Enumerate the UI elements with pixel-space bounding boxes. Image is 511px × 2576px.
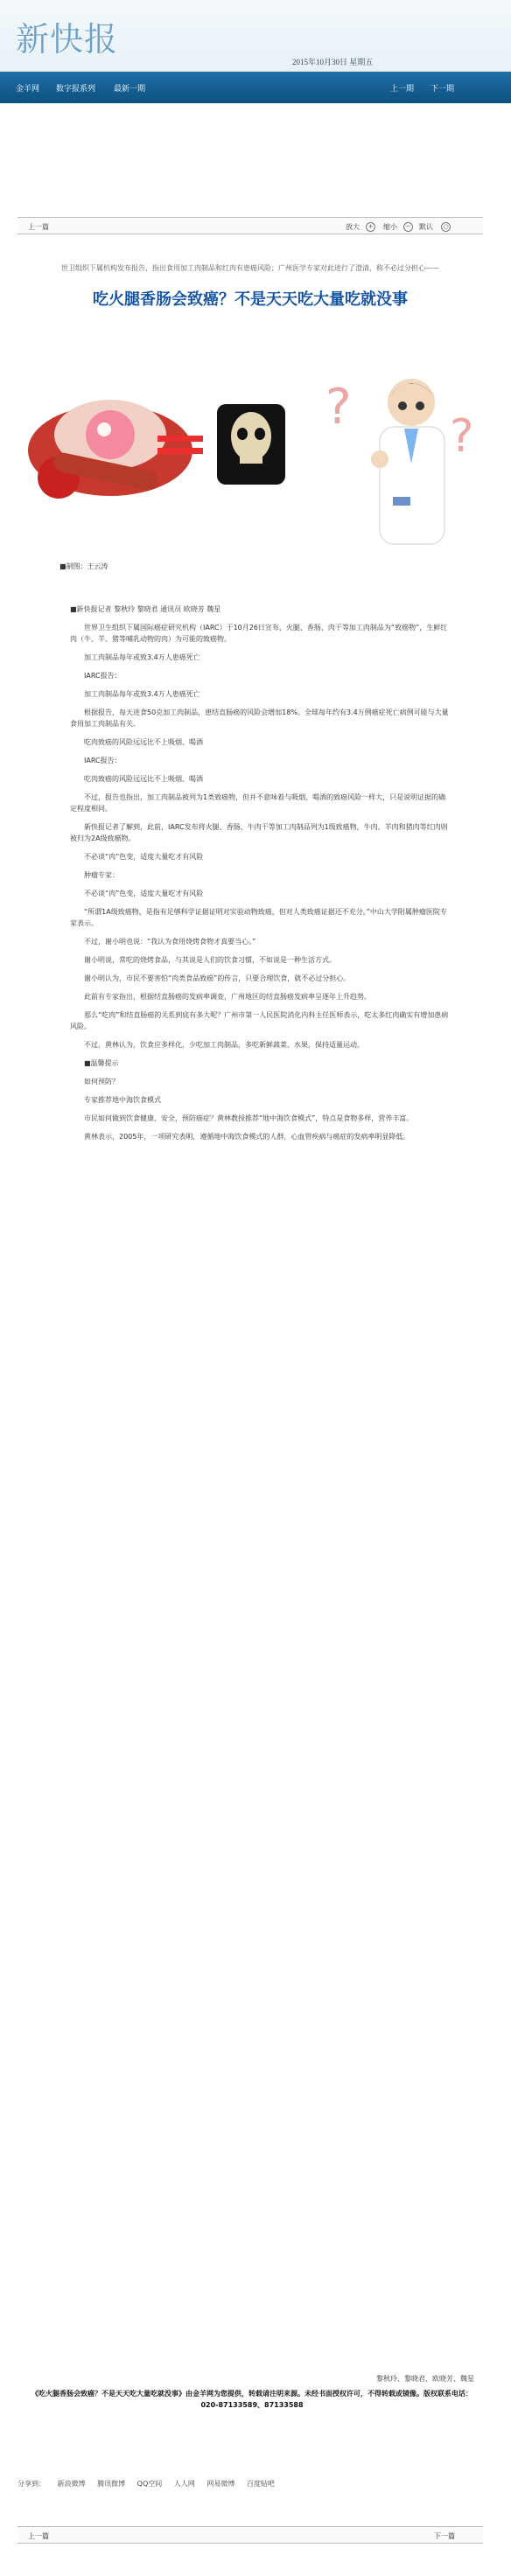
paragraph: “所谓1A级致癌物，是指有足够科学证据证明对实验动物致癌，但对人类致癌证据还不充分。”中山大学附属肿瘤医院专家表示。 xyxy=(70,908,447,927)
paragraph: 肿瘤专家： xyxy=(84,871,119,879)
share-qzone[interactable]: QQ空间 xyxy=(136,2480,163,2488)
zoom-in-icon[interactable]: + xyxy=(366,222,375,232)
article-toolbar xyxy=(18,217,483,234)
paragraph: 世界卫生组织下属国际癌症研究机构（IARC）于10月26日宣布，火腿、香肠、肉干等加工肉制品为“致癌物”，生鲜红肉（牛、羊、猪等哺乳动物的肉）为可能的致癌物。 xyxy=(70,624,448,643)
paragraph: IARC报告： xyxy=(84,757,122,764)
zoom-in-button[interactable]: 放大 xyxy=(346,223,360,231)
default-size-button[interactable]: 默认 xyxy=(419,223,433,231)
paragraph: 不必谈“肉”色变，适度大量吃才有风险 xyxy=(84,890,204,897)
paragraph: 谢小明说，常吃的烧烤食品，与其说是人们的饮食习惯，不如说是一种生活方式。 xyxy=(84,956,336,964)
nav-digital[interactable]: 数字报系列 xyxy=(56,84,96,93)
paragraph: 如何预防？ xyxy=(84,1078,119,1086)
next-issue-button[interactable]: 下一期 xyxy=(430,84,455,93)
issue-date: 2015年10月30日 星期五 xyxy=(292,58,374,66)
site-logo: 新快报 xyxy=(16,20,119,59)
paragraph: 不必谈“肉”色变，适度大量吃才有风险 xyxy=(84,853,204,861)
prev-issue-button[interactable]: 上一期 xyxy=(390,84,415,93)
share-baidu[interactable]: 百度贴吧 xyxy=(246,2480,275,2488)
paragraph: IARC报告： xyxy=(84,672,122,680)
prev-article-button-bottom[interactable]: 上一篇 xyxy=(28,2532,49,2540)
nav-bar xyxy=(0,72,511,103)
share-label: 分享到： xyxy=(18,2480,46,2488)
next-article-button-bottom[interactable]: 下一篇 xyxy=(434,2532,455,2540)
article-title: 吃火腿香肠会致癌？不是天天吃大量吃就没事 xyxy=(93,290,408,308)
reporter-line: ■新快报记者 黎秋玲 黎晓君 通讯员 欧晓芳 魏星 xyxy=(70,605,221,613)
svg-text:?: ? xyxy=(450,410,474,463)
site-header xyxy=(0,0,511,72)
paragraph: 根据报告，每天进食50克加工肉制品，患结直肠癌的风险会增加18%。全球每年约有3.4万例癌症死亡病例可能与大量食用加工肉制品有关。 xyxy=(70,709,449,728)
copyright-notice: 《吃火腿香肠会致癌？不是天天吃大量吃就没事》由金羊网为您提供，转载请注明来源。未经书面授权许可，不得转载或镜像。版权联系电话：020-87133589、87133588 xyxy=(32,2390,472,2409)
share-netease[interactable]: 网易微博 xyxy=(206,2480,235,2488)
share-sina[interactable]: 新浪微博 xyxy=(57,2480,86,2488)
paragraph: 不过，报告也指出，加工肉制品被列为1类致癌物，但并不意味着与吸烟、喝酒的致癌风险一样大，只是说明证据的确定程度相同。 xyxy=(70,793,446,813)
paragraph: ■温馨提示 xyxy=(84,1059,119,1067)
bottom-toolbar xyxy=(18,2526,483,2544)
nav-jinyang[interactable]: 金羊网 xyxy=(16,84,40,93)
article-subtitle: 世卫组织下属机构发布报告，指出食用加工肉制品和红肉有患癌风险；广州医学专家对此进行了澄清，称不必过分担心—— xyxy=(61,264,439,272)
paragraph: 谢小明认为，市民不要害怕“肉类食品致癌”的传言，只要合理饮食，就不必过分担心。 xyxy=(84,974,351,982)
paragraph: 市民如何做到饮食健康、安全，预防癌症？黄林教授推荐“地中海饮食模式”，特点是食物多样，营养丰富。 xyxy=(84,1114,414,1122)
prev-article-button[interactable]: 上一篇 xyxy=(28,223,49,231)
paragraph: 吃肉致癌的风险远远比不上吸烟、喝酒 xyxy=(84,775,203,783)
banner-area xyxy=(0,103,511,206)
image-caption: ■制图：王云涛 xyxy=(60,562,108,570)
zoom-out-button[interactable]: 缩小 xyxy=(383,223,397,231)
paragraph: 不过，黄林认为，饮食应多样化，少吃加工肉制品，多吃新鲜蔬菜、水果，保持适量运动。 xyxy=(84,1041,364,1049)
nav-latest[interactable]: 最新一期 xyxy=(114,84,146,93)
share-tencent[interactable]: 腾讯微博 xyxy=(97,2480,126,2488)
default-size-icon[interactable]: ○ xyxy=(441,222,451,232)
paragraph: 黄林表示，2005年，一项研究表明，遵循地中海饮食模式的人群，心血管疾病与癌症的发病率明显降低。 xyxy=(84,1133,410,1141)
article-authors: 黎秋玲、黎晓君、欧晓芳、魏星 xyxy=(376,2375,474,2383)
article-illustration xyxy=(21,332,486,555)
paragraph: 加工肉制品每年或致3.4万人患癌死亡 xyxy=(84,653,200,661)
paragraph: 不过，谢小明也说：“我认为食用烧烤食物才真要当心。” xyxy=(84,938,256,946)
paragraph: 专家推荐地中海饮食模式 xyxy=(84,1096,161,1104)
paragraph: 加工肉制品每年或致3.4万人患癌死亡 xyxy=(84,690,200,698)
paragraph: 吃肉致癌的风险远远比不上吸烟、喝酒 xyxy=(84,738,203,746)
zoom-out-icon[interactable]: − xyxy=(403,222,413,232)
article-body xyxy=(70,604,450,1149)
svg-text:?: ? xyxy=(326,379,352,436)
paragraph: 那么“吃肉”和结直肠癌的关系到底有多大呢？广州市第一人民医院消化内科主任医师表示，吃太多红肉确实有增加患病风险。 xyxy=(70,1011,449,1030)
share-renren[interactable]: 人人网 xyxy=(173,2480,195,2488)
share-bar xyxy=(18,2475,483,2493)
paragraph: 新快报记者了解到，此前，IARC发布将火腿、香肠、牛肉干等加工肉制品列为1级致癌物，牛肉、羊肉和猪肉等红肉则被归为2A级致癌物。 xyxy=(70,823,448,842)
paragraph: 此前有专家指出，根据结直肠癌的发病率调查，广州地区的结直肠癌发病率呈逐年上升趋势。 xyxy=(84,993,371,1001)
